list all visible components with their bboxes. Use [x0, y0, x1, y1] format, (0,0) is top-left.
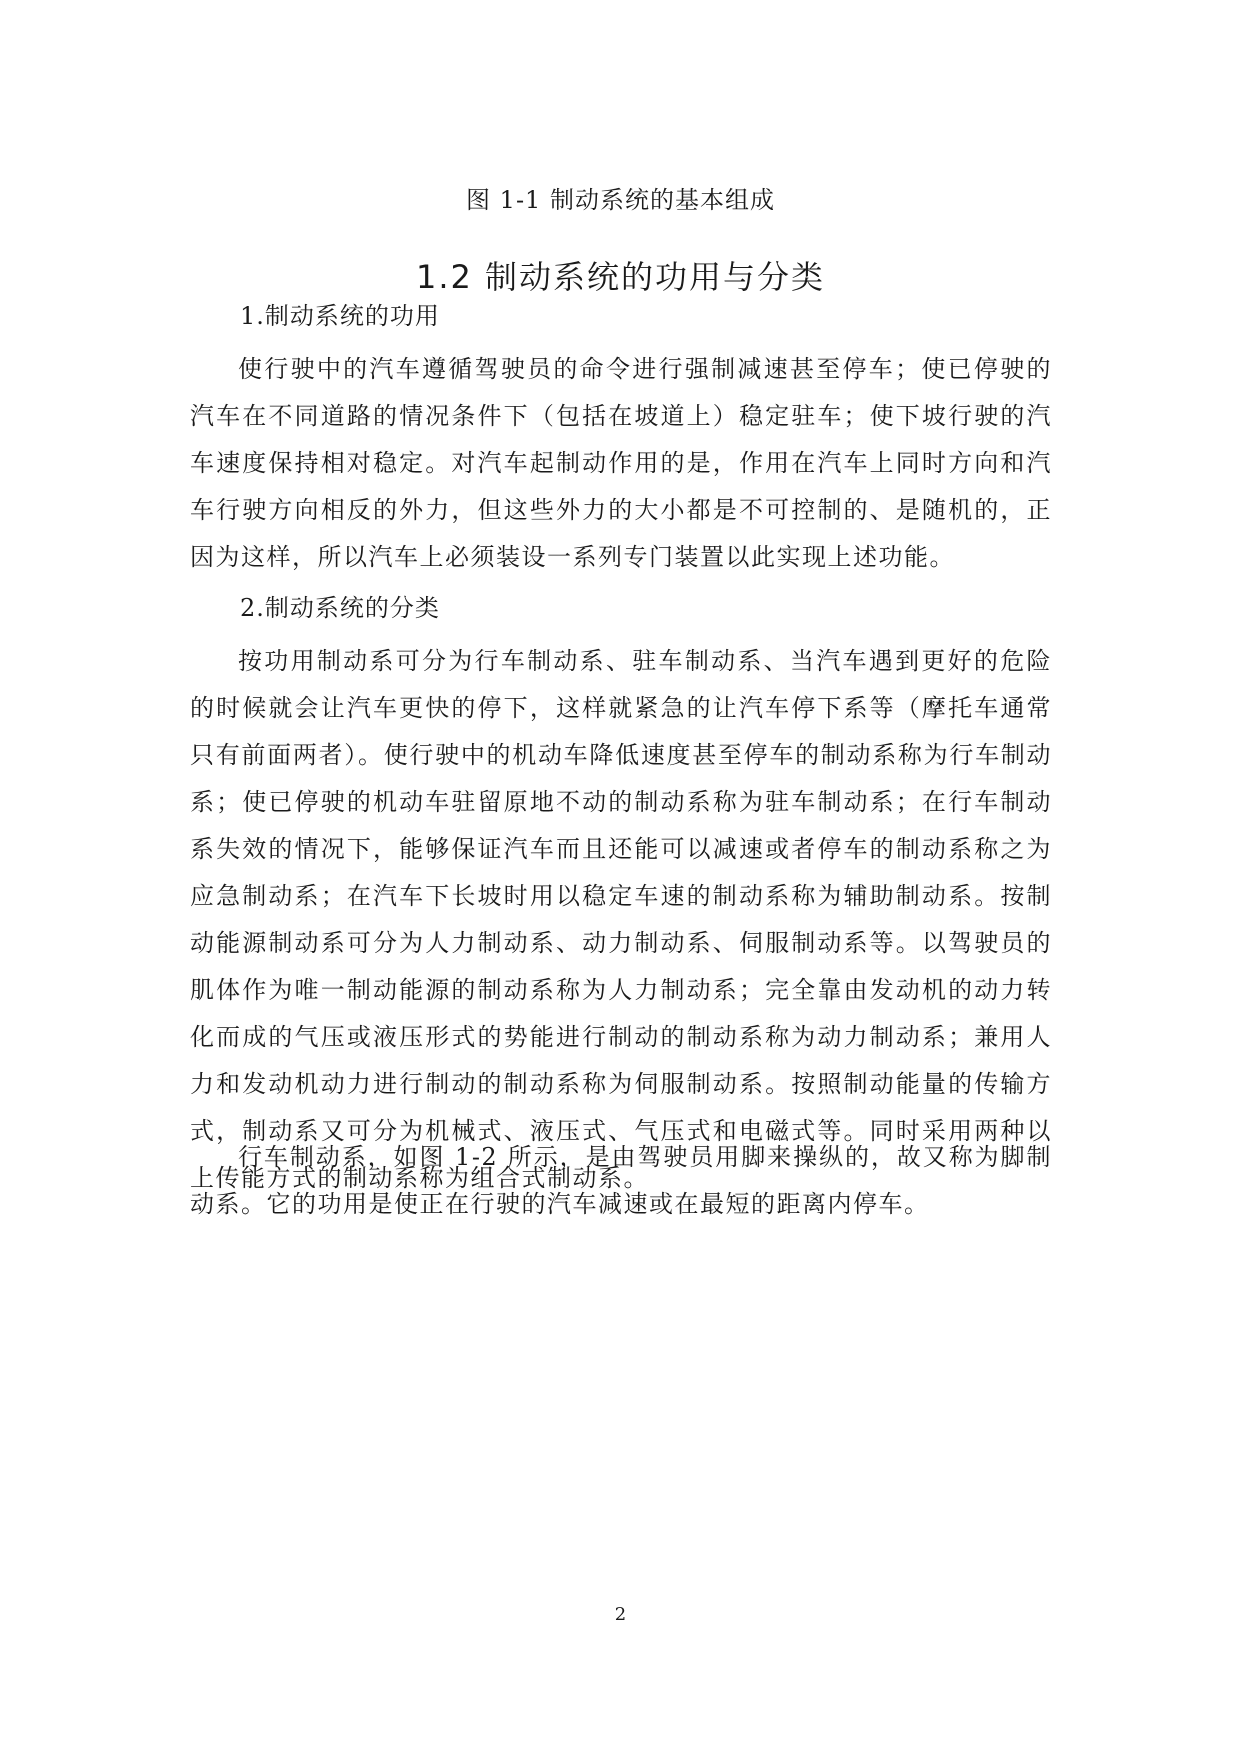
subsection-heading-function: 1.制动系统的功用 — [240, 302, 440, 330]
section-title: 1.2 制动系统的功用与分类 — [415, 258, 826, 296]
paragraph-classification: 按功用制动系可分为行车制动系、驻车制动系、当汽车遇到更好的危险的时候就会让汽车更快的停下，这样就紧急的让汽车停下系等（摩托车通常只有前面两者）。使行驶中的机动车降低速度甚至停车的制动系称为行车制动系；使已停驶的机动车驻留原地不动的制动系称为驻车制动系；在行车制动系失效的情况下，能够保证汽车而且还能可以减速或者停车的制动系称之为应急制动系；在汽车下长坡时用以稳定车速的制动系称为辅助制动系。按制动能源制动系可分为人力制动系、动力制动系、伺服制动系等。以驾驶员的肌体作为唯一制动能源的制动系称为人力制动系；完全靠由发动机的动力转化而成的气压或液压形式的势能进行制动的制动系称为动力制动系；兼用人力和发动机动力进行制动的制动系称为伺服制动系。按照制动能量的传输方式，制动系又可分为机械式、液压式、气压式和电磁式等。同时采用两种以上传能方式的制动系称为组合式制动系。 — [190, 647, 1052, 1192]
figure-caption: 图 1-1 制动系统的基本组成 — [466, 186, 775, 214]
paragraph-function: 使行驶中的汽车遵循驾驶员的命令进行强制减速甚至停车；使已停驶的汽车在不同道路的情况条件下（包括在坡道上）稳定驻车；使下坡行驶的汽车速度保持相对稳定。对汽车起制动作用的是，作用在汽车上同时方向和汽车行驶方向相反的外力，但这些外力的大小都是不可控制的、是随机的，正因为这样，所以汽车上必须装设一系列专门装置以此实现上述功能。 — [190, 355, 1052, 571]
paragraph-service-brake: 行车制动系，如图 1-2 所示，是由驾驶员用脚来操纵的，故又称为脚制动系。它的功用是使正在行驶的汽车减速或在最短的距离内停车。 — [190, 1143, 1052, 1218]
subsection-heading-classification: 2.制动系统的分类 — [240, 594, 440, 622]
page-number: 2 — [614, 1604, 627, 1625]
